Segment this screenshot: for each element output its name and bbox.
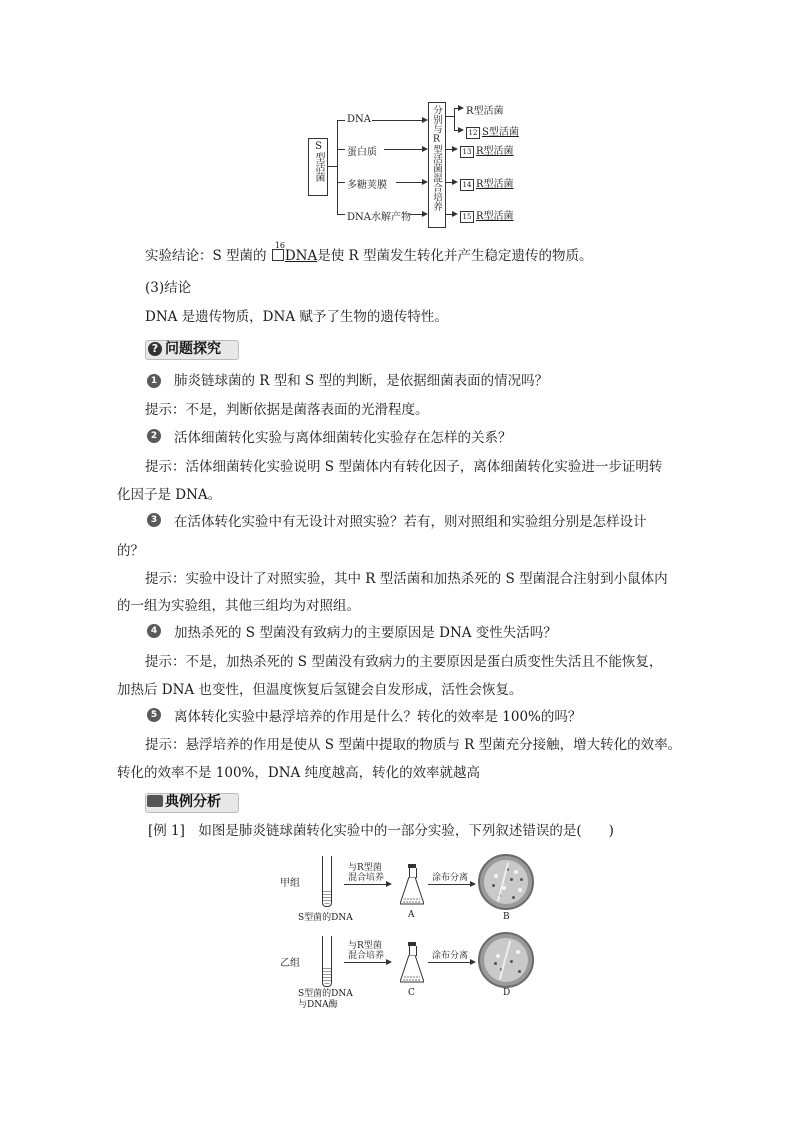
flask-a-label: A: [408, 910, 415, 920]
group2-mix-line-2: 混合培养: [348, 951, 385, 961]
answer-3-line-1: 提示：实验中设计了对照实验，其中 R 型活菌和加热杀死的 S 型菌混合注射到小鼠体内: [145, 571, 668, 587]
answer-1: 提示：不是，判断依据是菌落表面的光滑程度。: [145, 402, 429, 418]
answer-3-line-2: 的一组为实验组，其他三组均为对照组。: [117, 598, 360, 614]
mix-box: [428, 102, 446, 228]
component-dna-hydrolysate: DNA水解产物: [347, 212, 411, 223]
question-2: 活体细菌转化实验与离体细菌转化实验存在怎样的关系？: [174, 430, 512, 446]
answer-5-line-1: 提示：悬浮培养的作用是使从 S 型菌中提取的物质与 R 型菌充分接触，增大转化的效率。: [145, 737, 682, 753]
group2-mix-line-1: 与R型菌: [348, 941, 382, 951]
subsection-title: (3)结论: [145, 280, 192, 296]
transformation-diagram: [300, 96, 530, 226]
group2-spread-label: 涂布分离: [432, 951, 469, 961]
question-mark-icon: ?: [148, 342, 162, 356]
group2-tube-label-1: S型菌的DNA: [298, 989, 353, 999]
question-5-number: 5: [147, 708, 161, 722]
question-3-number: 3: [147, 513, 161, 527]
flask-c-label: C: [408, 988, 415, 998]
conclusion-answer: DNA: [284, 248, 318, 264]
inquiry-header: ? 问题探究: [145, 338, 245, 360]
question-1-number: 1: [147, 374, 161, 388]
petri-dish-b: [478, 854, 534, 910]
question-3-line-2: 的？: [117, 543, 144, 559]
group1-spread-label: 涂布分离: [432, 873, 469, 883]
answer-4-line-1: 提示：不是，加热杀死的 S 型菌没有致病力的主要原因是蛋白质变性失活且不能恢复，: [145, 654, 663, 670]
source-box: [308, 138, 328, 196]
component-protein: 蛋白质: [347, 147, 377, 158]
source-label: S型活菌: [313, 141, 324, 182]
example-header: 典例分析: [145, 791, 245, 813]
question-5: 离体转化实验中悬浮培养的作用是什么？转化的效率是 100%的吗？: [174, 709, 582, 725]
dish-d-label: D: [503, 988, 511, 998]
chat-bubble-icon: [147, 795, 163, 807]
question-4-number: 4: [147, 624, 161, 638]
dish-b-label: B: [503, 912, 510, 922]
experiment-conclusion: 实验结论：S 型菌的 16 DNA是使 R 型菌发生转化并产生稳定遗传的物质。: [145, 246, 592, 266]
subsection-text: DNA 是遗传物质，DNA 赋予了生物的遗传特性。: [145, 309, 448, 325]
result-3: 13 R型活菌: [460, 142, 514, 158]
group1-mix-line-1: 与R型菌: [348, 863, 382, 873]
petri-dish-d: [478, 932, 534, 988]
example-question: [例 1] 如图是肺炎链球菌转化实验中的一部分实验，下列叙述错误的是( ): [148, 823, 614, 839]
group1-name: 甲组: [280, 878, 300, 889]
answer-4-line-2: 加热后 DNA 也变性，但温度恢复后氢键会自发形成，活性会恢复。: [117, 682, 523, 698]
experiment-figure: [278, 852, 538, 1012]
group1-mix-line-2: 混合培养: [348, 873, 385, 883]
group2-tube-label-2: 与DNA酶: [298, 1000, 338, 1010]
group1-tube-label: S型菌的DNA: [298, 913, 353, 923]
group2-name: 乙组: [280, 958, 300, 969]
answer-5-line-2: 转化的效率不是 100%，DNA 纯度越高，转化的效率就越高: [117, 765, 481, 781]
result-1: R型活菌: [466, 106, 504, 117]
question-4: 加热杀死的 S 型菌没有致病力的主要原因是 DNA 变性失活吗？: [174, 625, 557, 641]
result-4: 14 R型活菌: [460, 175, 514, 191]
conclusion-num: 16: [274, 241, 286, 250]
flask-a: [400, 864, 424, 904]
result-5: 15 R型活菌: [460, 207, 514, 223]
result-2: 12 S型活菌: [466, 123, 519, 139]
question-3-line-1: 在活体转化实验中有无设计对照实验？若有，则对照组和实验组分别是怎样设计: [174, 514, 647, 530]
component-capsule: 多糖荚膜: [347, 180, 387, 191]
answer-2-line-2: 化因子是 DNA。: [117, 487, 222, 503]
answer-2-line-1: 提示：活体细菌转化实验说明 S 型菌体内有转化因子，离体细菌转化实验进一步证明转: [145, 459, 663, 475]
flask-c: [400, 942, 424, 982]
question-2-number: 2: [147, 429, 161, 443]
question-1: 肺炎链球菌的 R 型和 S 型的判断，是依据细菌表面的情况吗？: [174, 373, 549, 389]
component-dna: DNA: [347, 114, 371, 125]
mix-label: 分别与R型活菌混合培养: [431, 105, 442, 211]
